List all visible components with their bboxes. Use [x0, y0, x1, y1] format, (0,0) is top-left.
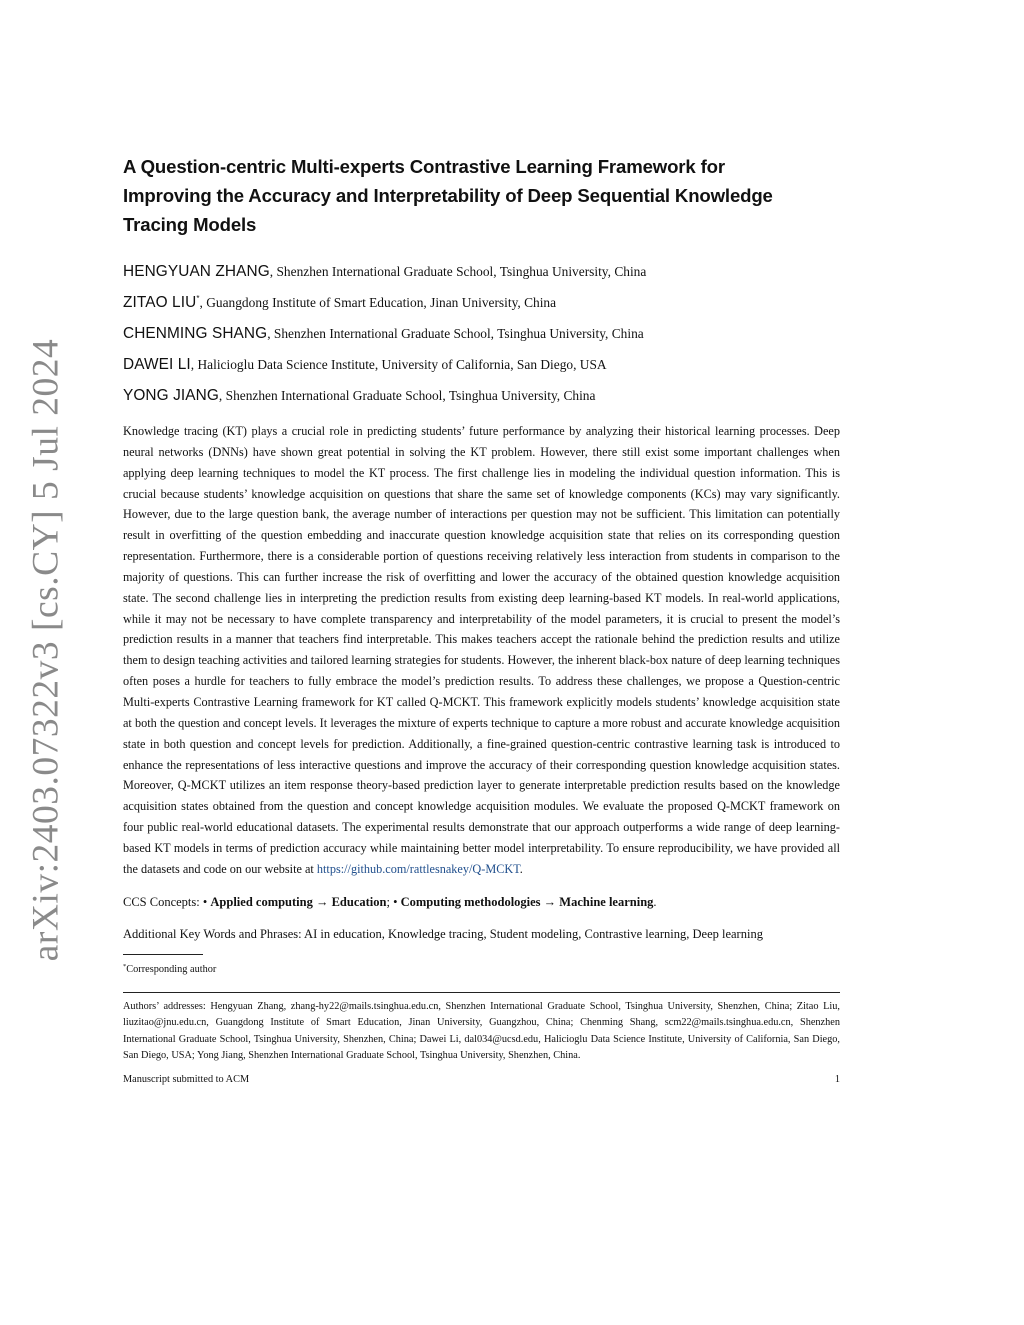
arxiv-stamp [0, 0, 67, 1325]
abstract: Knowledge tracing (KT) plays a crucial role in predicting students’ future performance by analyzing their historical learning processes. Deep neural networks (DNNs) have shown great potential in solving the KT problem. However, there still exist some important challenges when applying deep learning techniques to model the KT process. The first challenge lies in modeling the individual question information. This is crucial because students’ knowledge acquisition on questions that share the same set of knowledge components (KCs) may vary significantly. However, due to the large question bank, the average number of interactions per question may not be sufficient. This limitation can potentially result in overfitting of the question embedding and inaccurate question knowledge acquisition state that relies on its corresponding question representation. Furthermore, there is a considerable portion of questions receiving relatively less interaction from students in comparison to the majority of questions. This can further increase the risk of overfitting and lower the accuracy of the obtained question knowledge acquisition state. The second challenge lies in interpreting the prediction results from existing deep learning-based KT models. In real-world applications, while it may not be necessary to have complete transparency and interpretability of the model parameters, it is crucial to present the model’s prediction results in a manner that teachers find interpretable. This makes teachers accept the rationale behind the prediction results and utilize them to design teaching activities and tailored learning strategies for students. However, the inherent black-box nature of deep learning techniques often poses a hurdle for teachers to fully embrace the model’s prediction results. To address these challenges, we propose a Question-centric Multi-experts Contrastive Learning framework for KT called Q-MCKT. This framework explicitly models students’ knowledge acquisition state at both the question and concept levels. It leverages the mixture of experts technique to capture a more robust and accurate knowledge acquisition state in both question and concept levels for prediction. Additionally, a fine-grained question-centric contrastive learning task is introduced to enhance the representations of less interactive questions and improve the accuracy of their corresponding question knowledge acquisition states. Moreover, Q-MCKT utilizes an item response theory-based prediction layer to generate interpretable prediction results based on the knowledge acquisition states obtained from the question and concept knowledge acquisition modules. We evaluate the proposed Q-MCKT framework on four public real-world educational datasets. The experimental results demonstrate that our approach outperforms a wide range of deep learning-based KT models in terms of prediction accuracy while maintaining better model interpretability. To ensure reproducibility, we have provided all the datasets and code on our website at https://github.com/rattlesnakey/Q-MCKT. [123, 424, 840, 876]
author-name: HENGYUAN ZHANG [123, 263, 270, 280]
author-affiliation: Shenzhen International Graduate School, Tsinghua University, China [276, 264, 647, 279]
ccs-label: CCS Concepts: [123, 894, 203, 909]
keywords: Additional Key Words and Phrases: AI in education, Knowledge tracing, Student modeling, Contrastive learning, Deep learning [123, 926, 763, 941]
author-entry: CHENMING SHANG, Shenzhen International Graduate School, Tsinghua University, China [123, 325, 644, 342]
author-affiliation: Halicioglu Data Science Institute, University of California, San Diego, USA [197, 357, 607, 372]
author-affiliation: Guangdong Institute of Smart Education, Jinan University, China [206, 295, 557, 310]
author-affiliation: Shenzhen International Graduate School, Tsinghua University, China [225, 388, 596, 403]
author-entry: YONG JIANG, Shenzhen International Graduate School, Tsinghua University, China [123, 387, 596, 404]
author-entry: DAWEI LI, Halicioglu Data Science Institute, University of California, San Diego, USA [123, 356, 607, 373]
author-list [123, 254, 840, 409]
footnote-text: Corresponding author [126, 963, 217, 975]
footnote-divider [123, 954, 203, 955]
arxiv-identifier: arXiv:2403.07322v3 [cs.CY] 5 Jul 2024 [25, 338, 67, 962]
authors-addresses: Authors’ addresses: Hengyuan Zhang, zhang-hy22@mails.tsinghua.edu.cn, Shenzhen International Graduate School, Tsinghua University, Shenzhen, China; Zitao Liu, liuzitao@jnu.edu.cn, Guangdong Institute of Smart Education, Jinan University, Guangzhou, China; Chenming Shang, scm22@mails.tsinghua.edu.cn, Shenzhen International Graduate School, Tsinghua University, Shenzhen, China; Dawei Li, dal034@ucsd.edu, Halicioglu Data Science Institute, University of California, San Diego, San Diego, USA; Yong Jiang, Shenzhen International Graduate School, Tsinghua University, Shenzhen, China. [123, 1000, 840, 1062]
page-number: 1 [834, 1073, 840, 1085]
ccs-concepts: CCS Concepts: • Applied computing → Education; • Computing methodologies → Machine learning. [123, 894, 657, 909]
author-entry: ZITAO LIU*, Guangdong Institute of Smart Education, Jinan University, China [123, 294, 557, 311]
ccs-concept: Computing methodologies → Machine learning [400, 894, 654, 909]
author-name: CHENMING SHANG [123, 325, 268, 342]
ccs-concept: Applied computing → Education [210, 894, 387, 909]
author-affiliation: Shenzhen International Graduate School, Tsinghua University, China [273, 326, 644, 341]
paper-title [123, 152, 840, 239]
corresponding-author-mark: * [196, 294, 200, 303]
footnote [123, 960, 840, 977]
paper-first-page [123, 152, 840, 1087]
addresses-divider [123, 992, 840, 993]
github-link[interactable]: https://github.com/rattlesnakey/Q-MCKT [316, 861, 520, 876]
author-name: YONG JIANG [123, 387, 219, 404]
author-name: ZITAO LIU* [123, 294, 200, 311]
manuscript-note: Manuscript submitted to ACM [123, 1073, 250, 1085]
author-name: DAWEI LI [123, 356, 191, 373]
footnote-mark: * [123, 962, 127, 970]
title-line: Tracing Models [123, 214, 257, 235]
page-footer [123, 1073, 840, 1087]
abstract-text: Knowledge tracing (KT) plays a crucial role in predicting students’ future performance by analyzing their historical learning processes. Deep neural networks (DNNs) have shown great potential in solving the KT problem. However, there still exist some important challenges when applying deep learning techniques to model the KT process. The first challenge lies in modeling the individual question information. This is crucial because students’ knowledge acquisition on questions that share the same set of knowledge components (KCs) may vary significantly. However, due to the large question bank, the average number of interactions per question may not be sufficient. This limitation can potentially result in overfitting of the question embedding and inaccurate question knowledge acquisition state that relies on its corresponding question representation. Furthermore, there is a considerable portion of questions receiving relatively less interaction from students in comparison to the majority of questions. This can further increase the risk of overfitting and lower the accuracy of the obtained question knowledge acquisition state. The second challenge lies in interpreting the prediction results from existing deep learning-based KT models. In real-world applications, while it may not be necessary to have complete transparency and interpretability of the model parameters, it is crucial to present the model’s prediction results in a manner that teachers find interpretable. This makes teachers accept the rationale behind the prediction results and utilize them to design teaching activities and tailored learning strategies for students. However, the inherent black-box nature of deep learning techniques often poses a hurdle for teachers to fully embrace the model’s prediction results. To address these challenges, we propose a Question-centric Multi-experts Contrastive Learning framework for KT called Q-MCKT. This framework explicitly models students’ knowledge acquisition state at both the question and concept levels. It leverages the mixture of experts technique to capture a more robust and accurate knowledge acquisition state in both question and concept levels for prediction. Additionally, a fine-grained question-centric contrastive learning task is introduced to enhance the representations of less interactive questions and improve the accuracy of their corresponding question knowledge acquisition states. Moreover, Q-MCKT utilizes an item response theory-based prediction layer to generate interpretable prediction results based on the knowledge acquisition states obtained from the question and concept knowledge acquisition modules. We evaluate the proposed Q-MCKT framework on four public real-world educational datasets. The experimental results demonstrate that our approach outperforms a wide range of deep learning-based KT models in terms of prediction accuracy while maintaining better model interpretability. To ensure reproducibility, we have provided all the datasets and code on our website at [123, 424, 840, 876]
title-line: Improving the Accuracy and Interpretability of Deep Sequential Knowledge [123, 185, 773, 206]
author-entry: HENGYUAN ZHANG, Shenzhen International Graduate School, Tsinghua University, China [123, 263, 647, 280]
title-line: A Question-centric Multi-experts Contrastive Learning Framework for [123, 156, 725, 177]
